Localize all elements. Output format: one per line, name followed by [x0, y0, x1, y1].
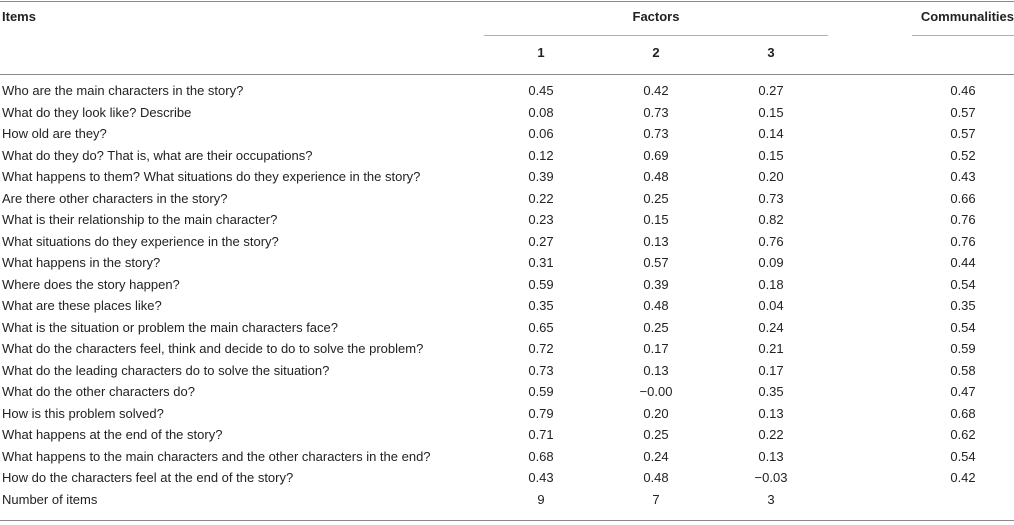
communalities-header-underline: [912, 35, 1014, 36]
table-row: [0, 274, 1014, 296]
factor-1-loading: 0.27: [528, 233, 554, 249]
item-text: What do the other characters do?: [2, 384, 195, 399]
communality-value: 0.47: [950, 384, 976, 399]
factor-3-loading: 0.20: [758, 169, 784, 184]
factor-1-header: 1: [537, 45, 545, 60]
factor-1-loading: 0.59: [528, 276, 554, 292]
communality-value: 0.57: [950, 104, 976, 120]
communality-value: 0.62: [950, 427, 976, 442]
item-text: Who are the main characters in the story?: [2, 83, 244, 98]
factor-1-loading: 9: [537, 491, 545, 507]
item-text: Are there other characters in the story?: [2, 190, 228, 206]
item-text: What is the situation or problem the main characters face?: [2, 319, 338, 335]
factor-1-loading: 0.79: [528, 405, 554, 421]
table-row: [0, 145, 1014, 167]
table-row: [0, 102, 1014, 124]
factor-2-loading: −0.00: [639, 384, 673, 399]
table-row: [0, 467, 1014, 489]
factor-2-loading: 0.25: [643, 427, 669, 442]
table-row: [0, 231, 1014, 253]
factor-3-loading: 0.14: [758, 126, 784, 141]
factor-3-loading: 0.17: [758, 362, 784, 378]
table-row: [0, 317, 1014, 339]
communality-value: 0.58: [950, 362, 976, 378]
item-text: How do the characters feel at the end of the story?: [2, 470, 294, 485]
factor-3-loading: 0.73: [758, 190, 784, 206]
factor-2-loading: 0.20: [643, 405, 669, 421]
table-row: [0, 446, 1014, 468]
communality-value: 0.44: [950, 255, 976, 270]
communality-value: 0.42: [950, 470, 976, 485]
factor-2-loading: 0.48: [643, 470, 669, 485]
item-text: What are these places like?: [2, 298, 162, 313]
table-top-rule: [0, 1, 1014, 2]
table-row: [0, 166, 1014, 188]
factor-3-loading: 0.15: [758, 147, 784, 163]
communality-value: 0.46: [950, 83, 976, 98]
communality-value: 0.35: [950, 298, 976, 313]
factor-2-loading: 0.13: [643, 362, 669, 378]
table-row: [0, 360, 1014, 382]
table-row: [0, 403, 1014, 425]
table-row: [0, 123, 1014, 145]
factor-2-header: 2: [652, 45, 660, 60]
factor-2-loading: 0.17: [643, 341, 669, 356]
factor-3-loading: 0.21: [758, 341, 784, 356]
factor-3-loading: 0.13: [758, 448, 784, 464]
item-text: How is this problem solved?: [2, 405, 164, 421]
item-text: What is their relationship to the main character?: [2, 212, 278, 227]
table-row: [0, 209, 1014, 231]
item-text: What do they do? That is, what are their occupations?: [2, 147, 313, 163]
table-row: [0, 295, 1014, 317]
communality-value: 0.57: [950, 126, 976, 141]
item-text: What do the leading characters do to solve the situation?: [2, 362, 330, 378]
factor-2-loading: 0.73: [643, 126, 669, 141]
factor-1-loading: 0.12: [528, 147, 554, 163]
communality-value: 0.52: [950, 147, 976, 163]
communality-value: 0.43: [950, 169, 976, 184]
table-row: [0, 381, 1014, 403]
table-row: [0, 489, 1014, 511]
item-text: What do they look like? Describe: [2, 104, 192, 120]
communalities-column-header: Communalities: [920, 9, 1014, 24]
factor-2-loading: 0.48: [643, 169, 669, 184]
factor-1-loading: 0.31: [528, 255, 554, 270]
factor-3-loading: 0.13: [758, 405, 784, 421]
communality-value: 0.76: [950, 212, 976, 227]
item-text: Number of items: [2, 491, 98, 507]
factor-3-loading: 0.15: [758, 104, 784, 120]
factor-2-loading: 0.25: [643, 190, 669, 206]
table-row: [0, 338, 1014, 360]
factor-3-loading: 0.24: [758, 319, 784, 335]
factor-2-loading: 0.24: [643, 448, 669, 464]
item-text: How old are they?: [2, 126, 107, 141]
communality-value: 0.66: [950, 190, 976, 206]
factor-3-loading: 0.35: [758, 384, 784, 399]
factor-1-loading: 0.45: [528, 83, 554, 98]
item-text: Where does the story happen?: [2, 276, 180, 292]
factor-3-loading: 0.76: [758, 233, 784, 249]
factor-2-loading: 0.13: [643, 233, 669, 249]
factor-3-loading: 0.27: [758, 83, 784, 98]
factor-2-loading: 0.15: [643, 212, 669, 227]
communality-value: 0.59: [950, 341, 976, 356]
factors-column-group-header: Factors: [632, 9, 680, 24]
factor-2-loading: 0.42: [643, 83, 669, 98]
factor-3-loading: 0.09: [758, 255, 784, 270]
factor-1-loading: 0.22: [528, 190, 554, 206]
header-bottom-rule: [0, 74, 1014, 75]
item-text: What situations do they experience in the story?: [2, 233, 279, 249]
factor-1-loading: 0.73: [528, 362, 554, 378]
factor-2-loading: 0.39: [643, 276, 669, 292]
factor-3-loading: 3: [767, 491, 775, 507]
communality-value: 0.54: [950, 319, 976, 335]
factor-1-loading: 0.39: [528, 169, 554, 184]
factor-1-loading: 0.59: [528, 384, 554, 399]
factor-3-loading: 0.18: [758, 276, 784, 292]
factor-1-loading: 0.06: [528, 126, 554, 141]
item-text: What happens at the end of the story?: [2, 427, 223, 442]
items-column-header: Items: [2, 9, 36, 24]
factor-2-loading: 0.69: [643, 147, 669, 163]
factor-3-loading: 0.22: [758, 427, 784, 442]
factor-1-loading: 0.65: [528, 319, 554, 335]
table-row: [0, 424, 1014, 446]
communality-value: 0.68: [950, 405, 976, 421]
factor-1-loading: 0.23: [528, 212, 554, 227]
factor-2-loading: 0.73: [643, 104, 669, 120]
factor-2-loading: 0.48: [643, 298, 669, 313]
factor-3-loading: 0.82: [758, 212, 784, 227]
factor-1-loading: 0.08: [528, 104, 554, 120]
communality-value: 0.54: [950, 448, 976, 464]
factor-2-loading: 0.25: [643, 319, 669, 335]
table-row: [0, 188, 1014, 210]
factor-1-loading: 0.71: [528, 427, 554, 442]
factor-2-loading: 0.57: [643, 255, 669, 270]
factor-1-loading: 0.68: [528, 448, 554, 464]
factor-1-loading: 0.43: [528, 470, 554, 485]
table-row: [0, 80, 1014, 102]
factor-3-loading: 0.04: [758, 298, 784, 313]
table-bottom-rule: [0, 520, 1014, 521]
table-body: [0, 80, 1014, 510]
communality-value: 0.54: [950, 276, 976, 292]
factor-1-loading: 0.72: [528, 341, 554, 356]
factor-3-header: 3: [767, 45, 775, 60]
factor-3-loading: −0.03: [754, 470, 788, 485]
factors-header-underline: [484, 35, 828, 36]
item-text: What happens in the story?: [2, 255, 161, 270]
item-text: What happens to the main characters and the other characters in the end?: [2, 448, 431, 464]
item-text: What happens to them? What situations do they experience in the story?: [2, 169, 421, 184]
factor-2-loading: 7: [652, 491, 660, 507]
item-text: What do the characters feel, think and decide to do to solve the problem?: [2, 341, 424, 356]
factor-1-loading: 0.35: [528, 298, 554, 313]
table-row: [0, 252, 1014, 274]
communality-value: 0.76: [950, 233, 976, 249]
